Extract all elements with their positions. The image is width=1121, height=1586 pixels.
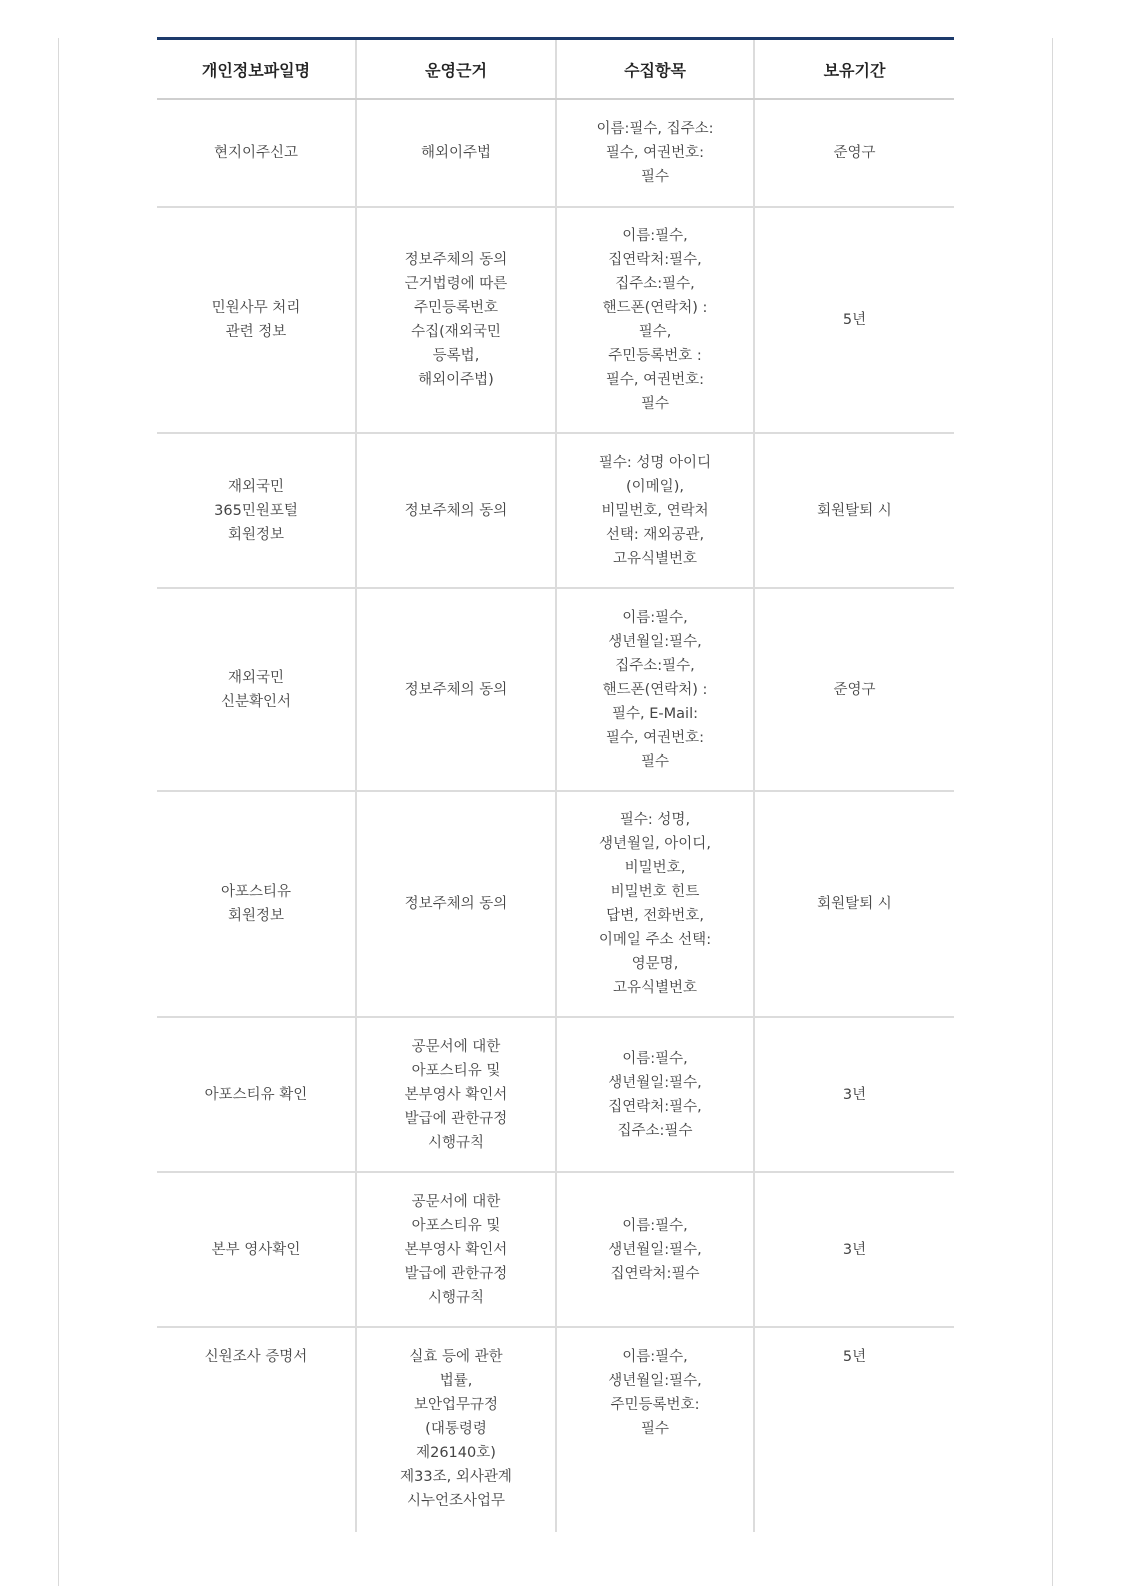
table-row — [157, 207, 954, 433]
cell-retention-period: 준영구 — [754, 99, 954, 207]
cell-retention-period: 5년 — [754, 207, 954, 433]
cell-file-name: 현지이주신고 — [157, 99, 356, 207]
header-legal-basis: 운영근거 — [356, 39, 556, 100]
cell-legal-basis: 실효 등에 관한 법률, 보안업무규정 (대통령령 제26140호) 제33조, 외사관계 시누언조사업무 — [356, 1327, 556, 1532]
right-frame-border — [1052, 38, 1053, 1586]
cell-file-name: 재외국민 365민원포털 회원정보 — [157, 433, 356, 588]
cell-collected-items: 이름:필수, 생년월일:필수, 집연락처:필수 — [556, 1172, 754, 1327]
cell-legal-basis: 정보주체의 동의 근거법령에 따른 주민등록번호 수집(재외국민 등록법, 해외이주법) — [356, 207, 556, 433]
cell-file-name: 아포스티유 회원정보 — [157, 791, 356, 1017]
cell-collected-items: 필수: 성명, 생년월일, 아이디, 비밀번호, 비밀번호 힌트 답변, 전화번호, 이메일 주소 선택: 영문명, 고유식별번호 — [556, 791, 754, 1017]
cell-legal-basis: 정보주체의 동의 — [356, 791, 556, 1017]
cell-legal-basis: 정보주체의 동의 — [356, 588, 556, 791]
cell-retention-period: 회원탈퇴 시 — [754, 433, 954, 588]
table-body — [157, 99, 954, 1532]
privacy-file-table — [157, 37, 954, 1532]
cell-collected-items: 이름:필수, 생년월일:필수, 주민등록번호: 필수 — [556, 1327, 754, 1532]
header-collected-items: 수집항목 — [556, 39, 754, 100]
cell-file-name: 신원조사 증명서 — [204, 1349, 308, 1365]
cell-file-name: 민원사무 처리 관련 정보 — [157, 207, 356, 433]
cell-file-name: 재외국민 신분확인서 — [157, 588, 356, 791]
cell-legal-basis: 공문서에 대한 아포스티유 및 본부영사 확인서 발급에 관한규정 시행규칙 — [356, 1017, 556, 1172]
table-row — [157, 433, 954, 588]
cell-file-name: 본부 영사확인 — [157, 1172, 356, 1327]
table-row — [157, 99, 954, 207]
header-row — [157, 39, 954, 100]
cell-retention-period: 3년 — [754, 1172, 954, 1327]
header-retention-period: 보유기간 — [754, 39, 954, 100]
cell-collected-items: 이름:필수, 생년월일:필수, 집연락처:필수, 집주소:필수 — [556, 1017, 754, 1172]
left-frame-border — [58, 38, 59, 1586]
cell-legal-basis: 정보주체의 동의 — [356, 433, 556, 588]
table-header — [157, 39, 954, 100]
cell-collected-items: 이름:필수, 집주소: 필수, 여권번호: 필수 — [556, 99, 754, 207]
cell-retention-period: 3년 — [754, 1017, 954, 1172]
cell-legal-basis: 공문서에 대한 아포스티유 및 본부영사 확인서 발급에 관한규정 시행규칙 — [356, 1172, 556, 1327]
table-row — [157, 791, 954, 1017]
table-row — [157, 1172, 954, 1327]
cell-retention-period: 회원탈퇴 시 — [754, 791, 954, 1017]
cell-collected-items: 이름:필수, 생년월일:필수, 집주소:필수, 핸드폰(연락처) : 필수, E-Mail: 필수, 여권번호: 필수 — [556, 588, 754, 791]
cell-retention-period: 5년 — [754, 1327, 954, 1532]
table-row — [157, 1327, 954, 1532]
cell-collected-items: 이름:필수, 집연락처:필수, 집주소:필수, 핸드폰(연락처) : 필수, 주민등록번호 : 필수, 여권번호: 필수 — [556, 207, 754, 433]
cell-file-name: 아포스티유 확인 — [157, 1017, 356, 1172]
cell-legal-basis: 해외이주법 — [356, 99, 556, 207]
table-row — [157, 1017, 954, 1172]
cell-collected-items: 필수: 성명 아이디 (이메일), 비밀번호, 연락처 선택: 재외공관, 고유식별번호 — [556, 433, 754, 588]
cell-retention-period: 준영구 — [754, 588, 954, 791]
table-row — [157, 588, 954, 791]
header-file-name: 개인정보파일명 — [157, 39, 356, 100]
